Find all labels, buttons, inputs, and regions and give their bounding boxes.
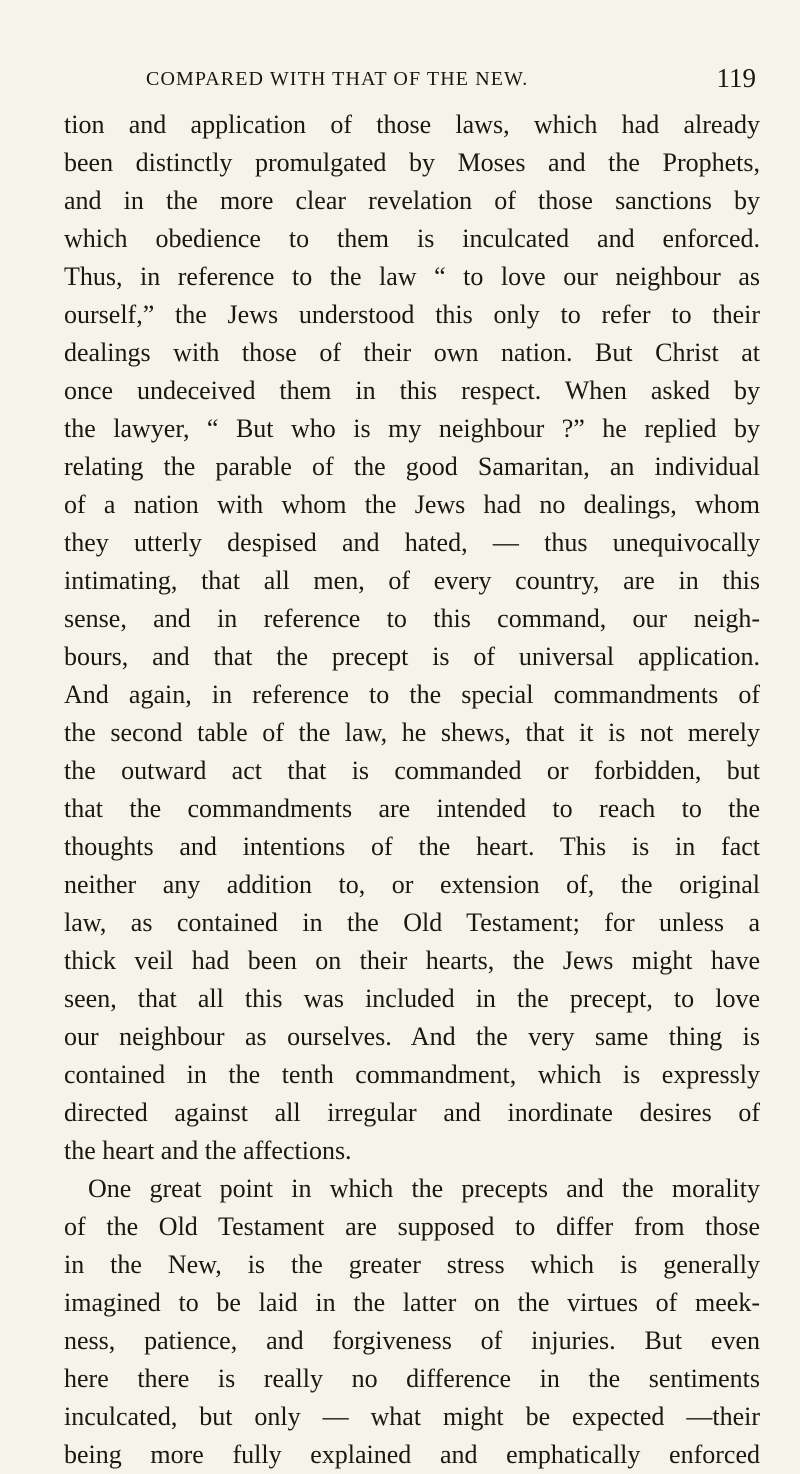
text-line: intimating, that all men, of every country, are in this [64, 566, 760, 595]
text-line: bours, and that the precept is of universal application. [64, 642, 760, 671]
text-line: which obedience to them is inculcated and enforced. [64, 224, 760, 253]
text-line: dealings with those of their own nation. But Christ at [64, 338, 760, 367]
text-line: been distinctly promulgated by Moses and the Prophets, [64, 148, 760, 177]
text-line: our neighbour as ourselves. And the very same thing is [64, 1022, 760, 1051]
text-line: thick veil had been on their hearts, the Jews might have [64, 946, 760, 975]
text-line: here there is really no difference in the sentiments [64, 1364, 760, 1393]
text-line: tion and application of those laws, which had already [64, 110, 760, 139]
text-line: that the commandments are intended to reach to the [64, 794, 760, 823]
text-line: the heart and the affections. [64, 1136, 352, 1165]
text-line: thoughts and intentions of the heart. This is in fact [64, 832, 760, 861]
text-line: once undeceived them in this respect. When asked by [64, 376, 760, 405]
page-number: 119 [716, 63, 756, 93]
text-line: imagined to be laid in the latter on the virtues of meek- [64, 1288, 760, 1317]
body-text [64, 106, 760, 1474]
text-line: in the New, is the greater stress which is generally [64, 1250, 760, 1279]
text-line: inculcated, but only — what might be expected —their [64, 1402, 760, 1431]
text-line: ourself,” the Jews understood this only to refer to their [64, 300, 760, 329]
text-line: And again, in reference to the special commandments of [64, 680, 760, 709]
text-line: Thus, in reference to the law “ to love our neighbour as [64, 262, 760, 291]
text-line: sense, and in reference to this command, our neigh- [64, 604, 760, 633]
text-line: of a nation with whom the Jews had no dealings, whom [64, 490, 760, 519]
text-line: the second table of the law, he shews, that it is not merely [64, 718, 760, 747]
text-line: being more fully explained and emphatically enforced [64, 1440, 760, 1469]
text-line: of the Old Testament are supposed to differ from those [64, 1212, 760, 1241]
text-line: the lawyer, “ But who is my neighbour ?” he replied by [64, 414, 760, 443]
text-line: directed against all irregular and inordinate desires of [64, 1098, 760, 1127]
text-line: ness, patience, and forgiveness of injuries. But even [64, 1326, 760, 1355]
running-head: COMPARED WITH THAT OF THE NEW. [146, 68, 529, 90]
text-line: relating the parable of the good Samaritan, an individual [64, 452, 760, 481]
text-line: law, as contained in the Old Testament; for unless a [64, 908, 760, 937]
text-line: the outward act that is commanded or forbidden, but [64, 756, 760, 785]
text-line: they utterly despised and hated, — thus unequivocally [64, 528, 760, 557]
text-line: One great point in which the precepts and the morality [88, 1174, 760, 1203]
page-header [146, 64, 756, 94]
text-line: seen, that all this was included in the precept, to love [64, 984, 760, 1013]
text-line: neither any addition to, or extension of, the original [64, 870, 760, 899]
text-line: contained in the tenth commandment, which is expressly [64, 1060, 760, 1089]
text-line: and in the more clear revelation of those sanctions by [64, 186, 760, 215]
